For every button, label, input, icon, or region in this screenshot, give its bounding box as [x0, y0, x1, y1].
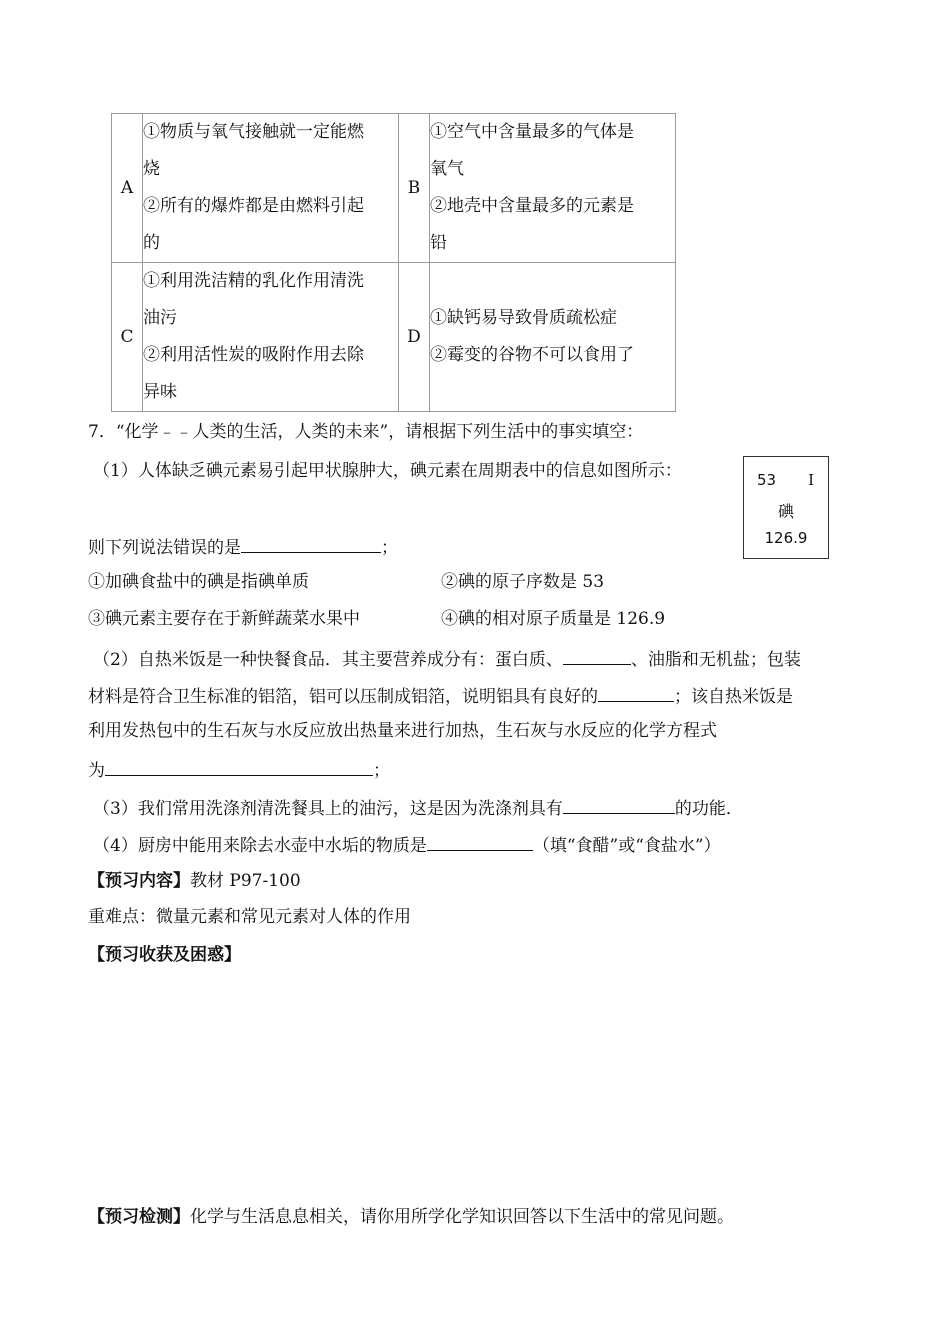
preview-gains-heading: 【预习收获及困惑】 [88, 945, 241, 965]
answer-blank[interactable] [241, 535, 381, 553]
option-b-content: ①空气中含量最多的气体是 氧气 ②地壳中含量最多的元素是 铅 [430, 114, 676, 263]
preview-content: 【预习内容】教材 P97-100 [88, 871, 301, 891]
question-7-title: 7．“化学﹣﹣人类的生活，人类的未来”，请根据下列生活中的事实填空： [88, 422, 644, 442]
question-7-part-1: （1）人体缺乏碘元素易引起甲状腺肿大，碘元素在周期表中的信息如图所示： [93, 461, 682, 481]
option-a-content: ①物质与氧气接触就一定能燃 烧 ②所有的爆炸都是由燃料引起 的 [143, 114, 399, 263]
iodine-element-card [743, 456, 829, 559]
option-letter-d: D [399, 263, 430, 412]
question-7-part-4: （4）厨房中能用来除去水壶中水垢的物质是 （填“食醋”或“食盐水”） [93, 833, 721, 856]
table-row [112, 114, 676, 263]
option-d-content: ①缺钙易导致骨质疏松症 ②霉变的谷物不可以食用了 [430, 263, 676, 412]
question-7-part-2-line-1: （2）自热米饭是一种快餐食品．其主要营养成分有：蛋白质、 、油脂和无机盐；包装 [93, 647, 801, 670]
element-name: 碘 [777, 502, 794, 521]
question-7-part-2-line-3: 利用发热包中的生石灰与水反应放出热量来进行加热，生石灰与水反应的化学方程式 [88, 721, 717, 741]
option-2: ②碘的原子序数是 53 [441, 572, 605, 592]
table-row [112, 263, 676, 412]
option-letter-c: C [112, 263, 143, 412]
preview-check: 【预习检测】化学与生活息息相关，请你用所学化学知识回答以下生活中的常见问题。 [88, 1207, 734, 1227]
question-7-part-3: （3）我们常用洗涤剂清洗餐具上的油污，这是因为洗涤剂具有 的功能． [93, 796, 743, 819]
option-1: ①加碘食盐中的碘是指碘单质 [88, 572, 309, 592]
element-symbol: I [808, 471, 814, 489]
answer-blank[interactable] [563, 796, 675, 814]
option-letter-a: A [112, 114, 143, 263]
options-table [111, 113, 676, 412]
answer-blank[interactable] [563, 647, 631, 665]
answer-blank[interactable] [105, 758, 373, 776]
key-points: 重难点：微量元素和常见元素对人体的作用 [88, 907, 411, 927]
option-c-content: ①利用洗洁精的乳化作用清洗 油污 ②利用活性炭的吸附作用去除 异味 [143, 263, 399, 412]
question-7-part-1-prompt: 则下列说法错误的是 ； [88, 535, 398, 558]
option-3: ③碘元素主要存在于新鲜蔬菜水果中 [88, 609, 360, 629]
option-4: ④碘的相对原子质量是 126.9 [441, 609, 666, 629]
answer-blank[interactable] [598, 684, 674, 702]
atomic-mass: 126.9 [764, 529, 808, 547]
answer-blank[interactable] [427, 833, 533, 851]
question-7-part-2-line-4: 为 ； [88, 758, 390, 781]
question-7-part-2-line-2: 材料是符合卫生标准的铝箔，铝可以压制成铝箔，说明铝具有良好的 ；该自热米饭是 [88, 684, 793, 707]
atomic-number: 53 [757, 471, 777, 489]
option-letter-b: B [399, 114, 430, 263]
